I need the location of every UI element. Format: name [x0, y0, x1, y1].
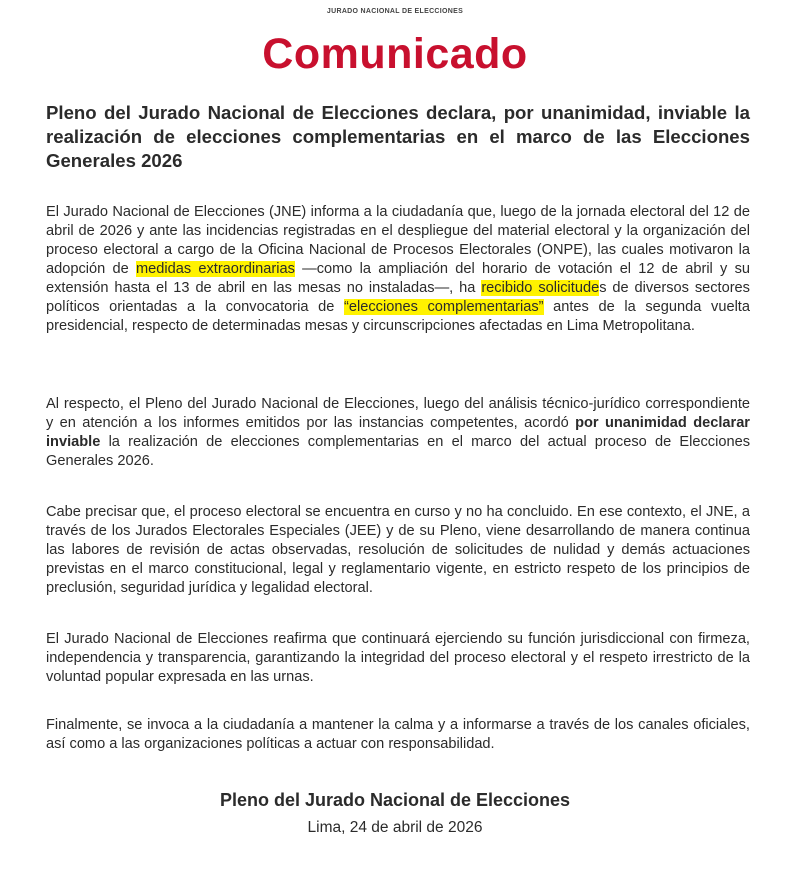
paragraph-3: Cabe precisar que, el proceso electoral se encuentra en curso y no ha concluido. En ese contexto, el JNE, a través de los Jurados Electorales Especiales (JEE) y de su Pleno, viene desarrollando de manera continua las labores de revisión de actas observadas, resolución de solicitudes de nulidad y demás actuaciones previstas en el marco constitucional, legal y reglamentario vigente, en estricto respeto de los principios de preclusión, seguridad jurídica y legalidad electoral.	[46, 504, 750, 596]
paragraph-1-text-a: El Jurado Nacional de Elecciones (JNE) informa a la ciudadanía que, luego de la jornada electoral del 12 de abril de 2026 y ante las incidencias registradas en el despliegue del material electoral y la organización del proceso electoral a cargo de la Oficina Nacional de Procesos Electorales (ONPE), las cuales motivaron la adopción de	[46, 204, 750, 277]
paragraph-4: El Jurado Nacional de Elecciones reafirma que continuará ejerciendo su función jurisdiccional con firmeza, independencia y transparencia, garantizando la integridad del proceso electoral y el respeto irrestricto de la voluntad popular expresada en las urnas.	[46, 631, 750, 685]
paragraph-1-text-c: s de diversos sectores políticos orientadas a la convocatoria de	[46, 280, 750, 315]
paragraph-1-text-b: —como la ampliación del horario de votación el 12 de abril y su extensión hasta el 13 de abril en las mesas no instaladas—, ha	[46, 261, 750, 296]
highlight-elecciones-complementarias: “elecciones complementarias”	[344, 299, 544, 315]
highlight-medidas-extraordinarias: medidas extraordinarias	[135, 261, 295, 277]
highlight-recibido-solicitudes: recibido solicitude	[481, 280, 600, 296]
signature-place-date: Lima, 24 de abril de 2026	[307, 819, 483, 836]
paragraph-2-text-a: Al respecto, el Pleno del Jurado Nacional de Elecciones, luego del análisis técnico-jurídico correspondiente y en atención a los informes emitidos por las instancias competentes, acordó	[46, 396, 750, 431]
headline: Pleno del Jurado Nacional de Elecciones declara, por unanimidad, inviable la realización de elecciones complementarias en el marco de las Elecciones Generales 2026	[46, 102, 750, 171]
organization-name: JURADO NACIONAL DE ELECCIONES	[326, 8, 464, 15]
paragraph-1-text-d: antes de la segunda vuelta presidencial, respecto de determinadas mesas y circunscripciones afectadas en Lima Metropolitana.	[46, 299, 750, 334]
paragraph-1	[46, 203, 750, 336]
paragraph-2-text-b: la realización de elecciones complementarias en el marco del actual proceso de Elecciones Generales 2026.	[46, 434, 750, 469]
paragraph-2-bold: por unanimidad declarar inviable	[46, 415, 750, 450]
paragraph-5: Finalmente, se invoca a la ciudadanía a mantener la calma y a informarse a través de los canales oficiales, así como a las organizaciones políticas a actuar con responsabilidad.	[46, 717, 750, 752]
page-title: Comunicado	[262, 30, 528, 78]
signature-name: Pleno del Jurado Nacional de Elecciones	[219, 790, 571, 810]
paragraph-2	[46, 395, 750, 471]
